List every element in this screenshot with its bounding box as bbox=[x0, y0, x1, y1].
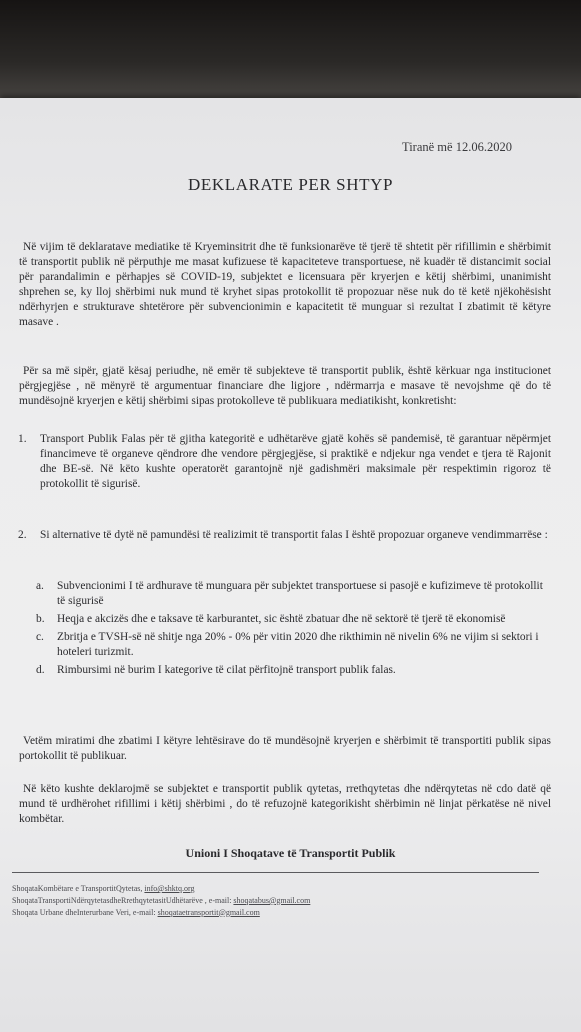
footer-org: ShoqataTransportiNdërqytetasdheRrethqytetasitUdhëtarëve , e-mail: bbox=[12, 895, 234, 905]
sub-list-text: Heqja e akcizës dhe e taksave të karburantet, sic është zbatuar dhe në sektorë të tjerë të ekonomisë bbox=[57, 613, 506, 626]
sub-list-letter: c. bbox=[36, 631, 44, 644]
sub-list-item bbox=[36, 630, 551, 660]
list-item-text: Transport Publik Falas për të gjitha kategoritë e udhëtarëve gjatë kohës së pandemisë, të garantuar nëpërmjet financimeve të organeve qëndrore dhe vendore përgjegjëse, si praktikë e ndjekur nga vendet e tjera të Rajonit dhe BE-së. Në këto kushte operatorët garantojnë një gadishmëri maksimale për respektimin rigoroz të protokollit të sigurisë. bbox=[40, 433, 551, 491]
footer-divider bbox=[12, 872, 539, 873]
footer-email[interactable]: shoqataetransportit@gmail.com bbox=[157, 907, 260, 917]
paragraph-requests: Për sa më sipër, gjatë kësaj periudhe, në emër të subjekteve të transportit publik, është kërkuar nga institucionet përgjegjëse , në mënyrë të argumentuar financiare dhe ligjore , ndërmarrja e masave të nevojshme që do të mundësojnë kryerjen e këtij shërbimi sipas protokolleve të publikuara mediatikisht, konkretisht: bbox=[19, 365, 551, 408]
sub-list-text: Subvencionimi I të ardhurave të munguara për subjektet transportuese si pasojë e kufizimeve të protokollit të sigurisë bbox=[57, 580, 543, 608]
list-number: 2. bbox=[18, 529, 27, 541]
sub-list-letter: a. bbox=[36, 580, 44, 592]
sub-list-item bbox=[36, 663, 551, 678]
footer-contacts bbox=[12, 883, 310, 918]
background-shadow bbox=[0, 0, 581, 105]
footer-org: ShoqataKombëtare e TransportitQytetas, bbox=[12, 884, 145, 893]
sub-list-letter: b. bbox=[36, 613, 45, 626]
list-item-text: Si alternative të dytë në pamundësi të realizimit të transportit falas I është propozuar organeve vendimmarrëse : bbox=[40, 529, 548, 541]
sub-list-letter: d. bbox=[36, 664, 45, 677]
footer-email[interactable]: info@shktq.org bbox=[144, 884, 195, 893]
document-page bbox=[0, 98, 581, 1032]
list-number: 1. bbox=[18, 433, 27, 445]
document-title: DEKLARATE PER SHTYP bbox=[187, 175, 394, 194]
sub-list bbox=[36, 579, 551, 682]
sub-list-text: Rimbursimi në burim I kategorive të cilat përfitojnë transport publik falas. bbox=[57, 664, 396, 677]
list-item-2 bbox=[18, 528, 551, 543]
place-date: Tiranë më 12.06.2020 bbox=[402, 140, 512, 154]
footer-org: Shoqata Urbane dheInterurbane Veri, e-mail: bbox=[12, 907, 158, 917]
signature: Unioni I Shoqatave të Transportit Publik bbox=[185, 846, 396, 860]
footer-email[interactable]: shoqatabus@gmail.com bbox=[233, 895, 311, 905]
paragraph-approval: Vetëm miratimi dhe zbatimi I këtyre lehtësirave do të mundësojnë kryerjen e shërbimit të transportiti publik sipas portokollit të publikuar. bbox=[19, 735, 551, 763]
list-item-1 bbox=[18, 432, 551, 492]
sub-list-item bbox=[36, 579, 551, 609]
footer-line bbox=[12, 895, 310, 907]
paragraph-refusal: Në këto kushte deklarojmë se subjektet e transportit publik qytetas, rrethqytetas dhe ndërqytetas në cdo datë që mund të urdhërohet rifillimi i këtij shërbimi , do të refuzojnë kategorikisht shërbimin në linjat përkatëse në nivel kombëtar. bbox=[19, 783, 551, 826]
footer-line bbox=[12, 883, 310, 895]
sub-list-item bbox=[36, 612, 551, 627]
footer-line bbox=[12, 907, 310, 919]
sub-list-text: Zbritja e TVSH-së në shitje nga 20% - 0% për vitin 2020 dhe rikthimin në nivelin 6% ne vijim si sektori i hoteleri turizmit. bbox=[57, 631, 539, 659]
paragraph-intro: Në vijim të deklaratave mediatike të Kryeminsitrit dhe të funksionarëve të tjerë të shtetit për rifillimin e shërbimit të transportit publik në përputhje me masat kufizuese të kapaciteteve transportuese, në kuadër të distancimit social për parandalimin e përhapjes së COVID-19, subjektet e licensuara për kryerjen e këtij shërbimi, unanimisht shprehen se, ky lloj shërbimi nuk mund të kryhet sipas protokollit të propozuar nëse nuk do të ketë njëkohësisht ndërhyrjen e strukturave shtetërore për subvencionimin e kapacitetit të munguar si rezultat I zbatimit të këtyre masave . bbox=[19, 241, 551, 329]
